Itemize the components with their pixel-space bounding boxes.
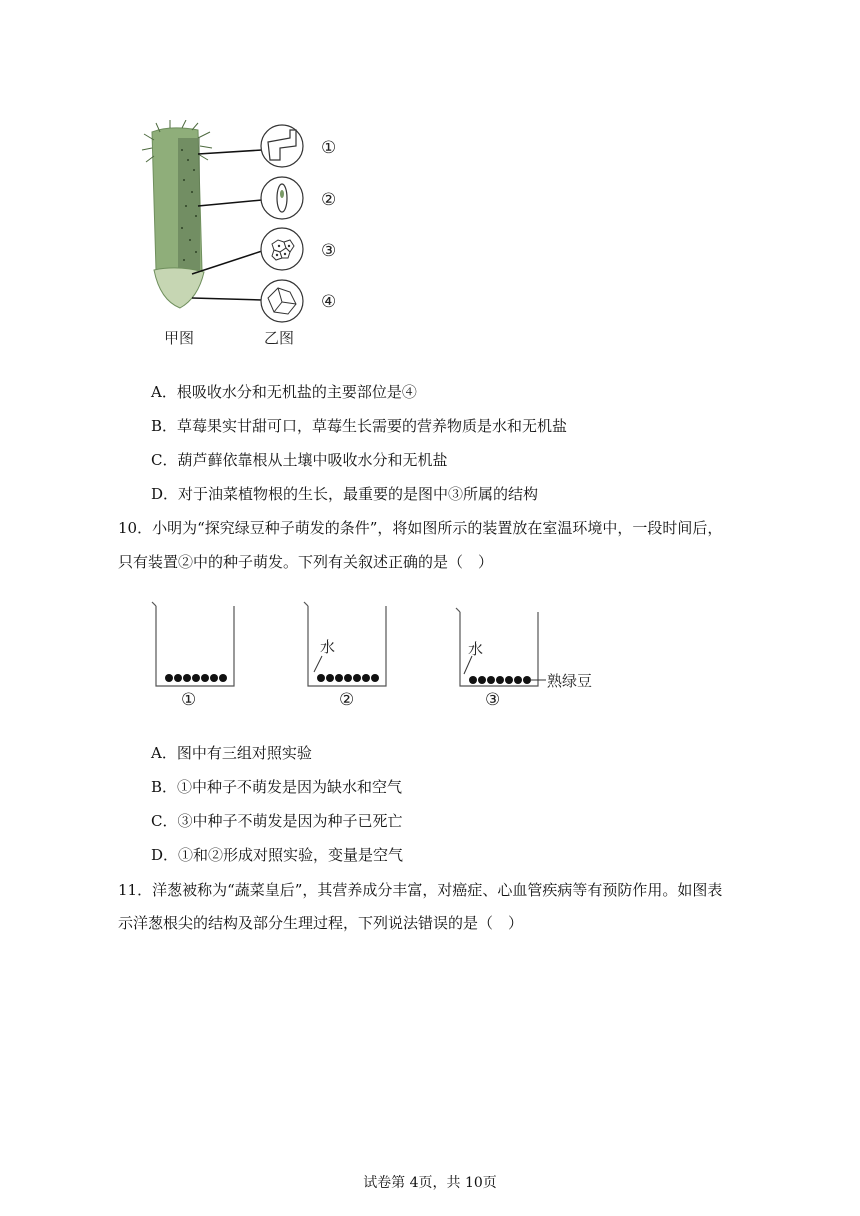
q10-option-a: A．图中有三组对照实验 [151,744,312,762]
marker-1: ① [321,138,337,158]
q11-stem-line1: 11．洋葱被称为“蔬菜皇后”，其营养成分丰富，对癌症、心血管疾病等有预防作用。如图表 [118,881,723,899]
q10-option-c: C．③中种子不萌发是因为种子已死亡 [151,812,403,830]
q10-option-b: B．①中种子不萌发是因为缺水和空气 [151,778,403,796]
marker-2: ② [321,190,337,210]
marker-3: ③ [321,241,337,261]
water-label-3: 水 [468,640,484,658]
q10-stem-line2: 只有装置②中的种子萌发。下列有关叙述正确的是（ ） [118,553,494,571]
beaker-label-1: ① [181,690,197,710]
figure-label-jia: 甲图 [164,329,195,347]
q9-option-d: D．对于油菜植物根的生长，最重要的是图中③所属的结构 [151,485,539,503]
q10-option-d: D．①和②形成对照实验，变量是空气 [151,846,404,864]
cooked-bean-label: 熟绿豆 [547,672,593,690]
beakers-diagram [150,600,610,715]
marker-4: ④ [321,292,337,312]
page-footer: 试卷第 4页，共 10页 [363,1175,497,1191]
beaker-label-3: ③ [485,690,501,710]
beaker-label-2: ② [339,690,355,710]
water-label-2: 水 [320,638,336,656]
q9-option-b: B．草莓果实甘甜可口，草莓生长需要的营养物质是水和无机盐 [151,417,568,435]
q9-option-c: C．葫芦藓依靠根从土壤中吸收水分和无机盐 [151,451,448,469]
q11-stem-line2: 示洋葱根尖的结构及部分生理过程，下列说法错误的是（ ） [118,914,524,932]
figure-label-yi: 乙图 [264,329,295,347]
seed-germination-figure [150,600,610,715]
root-tip-figure [140,120,360,355]
q9-option-a: A．根吸收水分和无机盐的主要部位是④ [151,383,417,401]
q10-stem-line1: 10．小明为“探究绿豆种子萌发的条件”，将如图所示的装置放在室温环境中，一段时间后， [118,519,723,537]
